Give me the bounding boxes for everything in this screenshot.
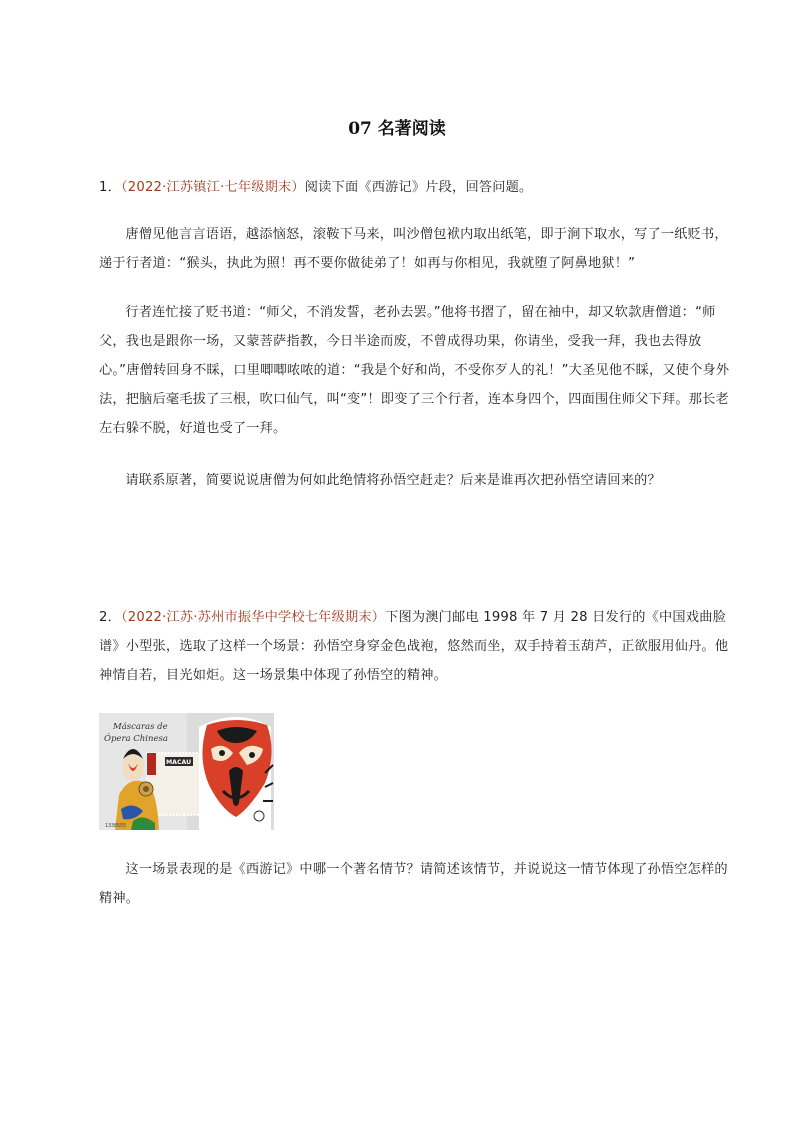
stamp-title-line-2: Ópera Chinesa xyxy=(104,734,168,744)
stamp-red-seal xyxy=(147,753,156,775)
stamp-sheet-image xyxy=(99,713,274,830)
stamp-serial-number: 1338555 xyxy=(105,823,127,829)
question-2-intro-text: 下图为澳门邮电 1998 年 7 月 28 日发行的《中国戏曲脸谱》小型张，选取了这样一个场景：孙悟空身穿金色战袍，悠然而坐，双手持着玉葫芦，正欲服用仙丹。他神情自若，目光如炬。这一场景集中体现了孙悟空的精神。 xyxy=(99,610,729,683)
question-2-source: （2022·江苏·苏州市振华中学校七年级期末） xyxy=(120,610,386,625)
question-1-question: 请联系原著，简要说说唐僧为何如此绝情将孙悟空赶走？后来是谁再次把孙悟空请回来的？ xyxy=(125,473,661,488)
jade-gourd-center xyxy=(143,786,149,792)
question-1-header xyxy=(99,173,741,202)
stamp-sheet-illustration xyxy=(99,713,274,830)
question-1-passage-paragraph-1: 唐僧见他言言语语，越添恼怒，滚鞍下马来，叫沙僧包袱内取出纸笔，即于涧下取水，写了一纸贬书，递于行者道：“猴头，执此为照！再不要你做徒弟了！如再与你相见，我就堕了阿鼻地狱！” xyxy=(99,227,728,271)
question-2-question: 这一场景表现的是《西游记》中哪一个著名情节？请简述该情节，并说说这一情节体现了孙悟空怎样的精神。 xyxy=(99,862,728,906)
monkey-mask-right-eye xyxy=(249,752,255,758)
question-1-passage-paragraph-2: 行者连忙接了贬书道：“师父，不消发誓，老孙去罢。”他将书摺了，留在袖中，却又软款唐僧道：“师父，我也是跟你一场，又蒙菩萨指教，今日半途而废，不曾成得功果，你请坐，受我一拜，我也去得放心。”唐僧转回身不睬，口里唧唧哝哝的道：“我是个好和尚，不受你歹人的礼！”大圣见他不睬，又使个身外法，把脑后毫毛拔了三根，吹口仙气，叫“变”！即变了三个行者，连本身四个，四面围住师父下拜。那长老左右躲不脱，好道也受了一拜。 xyxy=(99,305,730,436)
monkey-mask-left-eye xyxy=(219,750,225,756)
question-1-number: 1． xyxy=(99,180,121,195)
performer-face xyxy=(122,753,144,781)
stamp-title-line-1: Máscaras de xyxy=(113,722,168,732)
question-1-source: （2022·江苏镇江·七年级期末） xyxy=(120,180,305,195)
question-2-number: 2． xyxy=(99,610,121,625)
stamp-country-label: MACAU xyxy=(166,759,192,766)
page-title: 07 名著阅读 xyxy=(348,119,446,139)
question-1-prompt: 阅读下面《西游记》片段，回答问题。 xyxy=(304,180,533,195)
question-2-intro xyxy=(99,603,741,690)
